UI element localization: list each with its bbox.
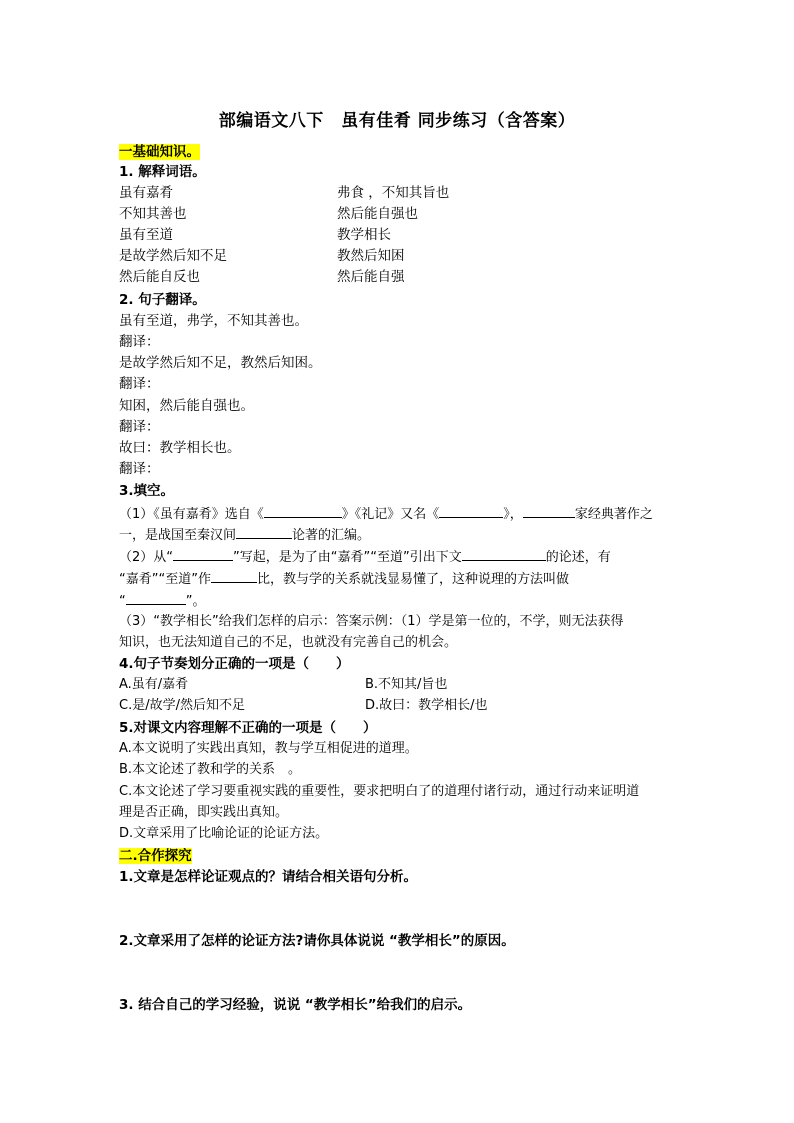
q4-option-b[interactable]: B.不知其/旨也 <box>365 677 448 692</box>
q1-title: 1. 解释词语。 <box>119 164 206 180</box>
section-heading-inquiry-text: 二.合作探究 <box>119 848 192 864</box>
blank-input[interactable] <box>173 546 233 561</box>
blank-input[interactable] <box>523 503 575 518</box>
q1-left-4: 是故学然后知不足 <box>119 248 227 264</box>
q3-item2-line2: “嘉肴”“至道”作 比，教与学的关系就浅显易懂了，这种说理的方法叫做 <box>119 568 681 590</box>
section-heading-basic-text: 一基础知识。 <box>119 144 200 160</box>
q2-title: 2. 句子翻译。 <box>119 292 206 308</box>
q5-option-a[interactable]: A.本文说明了实践出真知，教与学互相促进的道理。 <box>119 741 418 756</box>
q1-right-2: 然后能自强也 <box>337 206 418 222</box>
q4-option-a[interactable]: A.虽有/嘉肴 <box>119 677 189 692</box>
section-heading-basic <box>119 142 681 162</box>
q1-right-4: 教然后知困 <box>337 248 405 264</box>
blank-input[interactable] <box>462 546 546 561</box>
section-heading-inquiry <box>119 846 681 866</box>
inquiry-q3: 3. 结合自己的学习经验，说说 “教学相长”给我们的启示。 <box>119 997 472 1013</box>
q3-item2-line3: “ ”。 <box>119 590 681 612</box>
q5-option-c-line2: 理是否正确，即实践出真知。 <box>119 805 289 820</box>
q2-sentence-2: 是故学然后知不足，教然后知困。 <box>119 355 322 371</box>
q1-left-5: 然后能自反也 <box>119 269 200 285</box>
q5-title: 5.对课文内容理解不正确的一项是（ ） <box>119 720 377 736</box>
q4-title: 4.句子节奏划分正确的一项是（ ） <box>119 656 350 672</box>
q3-item1-line1: （1）《虽有嘉肴》选自《 》《礼记》又名《 》， 家经典著作之 <box>119 503 681 525</box>
q3-title: 3.填空。 <box>119 483 175 499</box>
q5-option-d[interactable]: D.文章采用了比喻论证的论证方法。 <box>119 826 329 841</box>
q2-translate-label-3: 翻译： <box>119 419 160 435</box>
q5-option-c-line1[interactable]: C.本文论述了学习要重视实践的重要性，要求把明白了的道理付诸行动，通过行动来证明道 <box>119 784 640 799</box>
q2-sentence-3: 知困，然后能自强也。 <box>119 398 254 414</box>
q5-option-b[interactable]: B.本文论述了教和学的关系 。 <box>119 762 302 777</box>
q3-item3-line2: 知识，也无法知道自己的不足，也就没有完善自己的机会。 <box>119 635 458 650</box>
q3-item2-line1: （2）从“ ”写起，是为了由“嘉肴”“至道”引出下文 的论述，有 <box>119 546 681 568</box>
q2-translate-label-1: 翻译： <box>119 334 160 350</box>
q2-sentence-1: 虽有至道，弗学，不知其善也。 <box>119 313 308 329</box>
blank-input[interactable] <box>126 590 186 605</box>
q2-translate-label-2: 翻译： <box>119 376 160 392</box>
q1-right-5: 然后能自强 <box>337 269 405 285</box>
q2-translate-label-4: 翻译： <box>119 461 160 477</box>
q3-item3-line1: （3）“教学相长”给我们怎样的启示：答案示例：（1）学是第一位的，不学，则无法获得 <box>119 614 624 629</box>
blank-input[interactable] <box>236 524 292 539</box>
inquiry-q2: 2.文章采用了怎样的论证方法?请你具体说说 “教学相长”的原因。 <box>119 933 515 949</box>
q1-right-3: 教学相长 <box>337 227 391 243</box>
q1-left-2: 不知其善也 <box>119 206 187 222</box>
q1-left-1: 虽有嘉肴 <box>119 185 173 201</box>
q3-item1-line2: 一，是战国至秦汉间 论著的汇编。 <box>119 524 681 546</box>
blank-input[interactable] <box>264 503 342 518</box>
inquiry-q1: 1.文章是怎样论证观点的？请结合相关语句分析。 <box>119 869 418 885</box>
q4-option-d[interactable]: D.故曰：教学相长/也 <box>365 698 488 713</box>
blank-input[interactable] <box>439 503 503 518</box>
q2-sentence-4: 故曰：教学相长也。 <box>119 440 241 456</box>
q1-right-1: 弗食 ，不知其旨也 <box>337 185 450 201</box>
blank-input[interactable] <box>211 568 257 583</box>
q1-left-3: 虽有至道 <box>119 227 173 243</box>
page-title: 部编语文八下 虽有佳肴 同步练习（含答案） <box>218 111 576 131</box>
q4-option-c[interactable]: C.是/故学/然后知不足 <box>119 698 245 713</box>
